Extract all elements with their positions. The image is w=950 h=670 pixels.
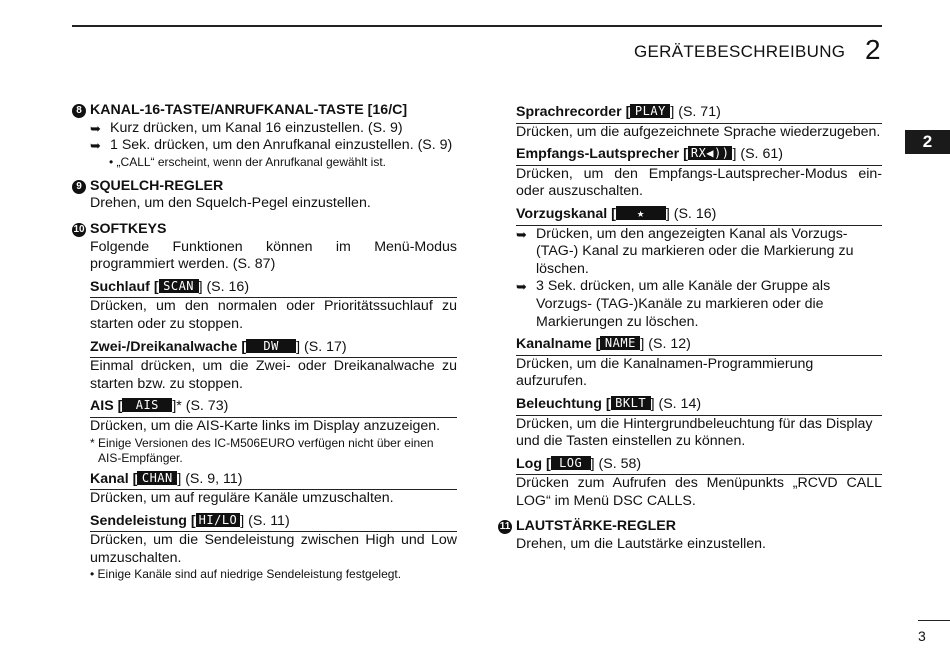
log-text: Drücken zum Aufrufen des Menüpunkts „RCVD CALL LOG“ im Menü DSC CALLS.: [516, 475, 882, 509]
suchlauf-text: Drücken, um den normalen oder Prioritätssuchlauf zu starten oder zu stoppen.: [90, 298, 457, 332]
section-number-11: 11: [499, 521, 511, 533]
section-10-title: 10 SOFTKEYS: [73, 220, 167, 237]
kanalname-heading: Kanalname [ NAME ] (S. 12): [516, 336, 882, 356]
chapter-side-tab: 2: [905, 130, 950, 154]
list-item: ➥ Drücken, um den angezeigten Kanal als Vorzugs- (TAG-) Kanal zu markieren oder die Markierung zu löschen.: [516, 225, 854, 277]
kanalname-text: Drücken, um die Kanalnamen-Programmierung aufzurufen.: [516, 355, 814, 390]
beleuchtung-text: Drücken, um die Hintergrundbeleuchtung für das Display und die Tasten einstellen zu können.: [516, 415, 873, 450]
dw-heading: Zwei-/Dreikanalwache [ DW ] (S. 17): [90, 339, 457, 359]
sendeleistung-text: Drücken, um die Sendeleistung zwischen High und Low umzuschalten.: [90, 532, 457, 566]
chan-key-icon: CHAN: [137, 471, 177, 485]
sendeleistung-heading: Sendeleistung [ HI/LO ] (S. 11): [90, 513, 457, 533]
ais-note: * Einige Versionen des IC-M506EURO verfügen nicht über einen AIS-Empfänger.: [90, 435, 434, 465]
empfangs-lautsprecher-text: Drücken, um den Empfangs-Lautsprecher-Modus ein- oder auszuschalten.: [516, 165, 882, 200]
ais-text: Drücken, um die AIS-Karte links im Display anzuzeigen.: [90, 417, 441, 434]
scan-key-icon: SCAN: [159, 279, 199, 293]
vorzugskanal-heading: Vorzugskanal [ ★ ] (S. 16): [516, 206, 882, 226]
dw-text: Einmal drücken, um die Zwei- oder Dreikanalwache zu starten bzw. zu stoppen.: [90, 358, 457, 392]
note: • „CALL“ erscheint, wenn der Anrufkanal gewählt ist.: [109, 154, 387, 169]
star-key-icon: ★: [616, 206, 666, 220]
sendeleistung-note: • Einige Kanäle sind auf niedrige Sendeleistung festgelegt.: [90, 567, 402, 582]
arrow-icon: ➥: [516, 226, 527, 242]
section-number-9: 9: [72, 180, 86, 194]
section-9-title: 9 SQUELCH-REGLER: [72, 178, 457, 196]
page-number: 3: [918, 628, 926, 644]
list-item: ➥ Kurz drücken, um Kanal 16 einzustellen. (S. 9): [90, 119, 403, 136]
section-11-title: 11 LAUTSTÄRKE-REGLER: [499, 518, 676, 535]
suchlauf-heading: Suchlauf [ SCAN ] (S. 16): [90, 279, 457, 299]
section-10-intro: Folgende Funktionen können im Menü-Modus programmiert werden. (S. 87): [90, 238, 457, 273]
footer-rule: [918, 620, 950, 621]
section-number-8: 8: [72, 104, 86, 118]
log-key-icon: LOG: [551, 456, 591, 470]
section-number-10: 10: [73, 223, 85, 235]
section-11-text: Drehen, um die Lautstärke einzustellen.: [516, 536, 766, 553]
dw-key-icon: DW: [246, 339, 296, 353]
kanal-heading: Kanal [ CHAN ] (S. 9, 11): [90, 471, 457, 491]
chapter-number: 2: [865, 34, 881, 65]
section-9-text: Drehen, um den Squelch-Pegel einzustellen.: [90, 195, 371, 212]
header-rule: [72, 25, 882, 27]
right-column: [498, 104, 882, 554]
sprachrecorder-heading: Sprachrecorder [ PLAY ] (S. 71): [516, 104, 882, 124]
log-heading: Log [ LOG ] (S. 58): [516, 456, 882, 476]
header-title: GERÄTEBESCHREIBUNG: [634, 42, 846, 61]
arrow-icon: ➥: [516, 279, 527, 295]
name-key-icon: NAME: [600, 336, 640, 350]
left-column: [72, 102, 457, 582]
hilo-key-icon: HI/LO: [196, 513, 241, 527]
arrow-icon: ➥: [90, 138, 101, 154]
ais-key-icon: AIS: [122, 398, 172, 412]
sprachrecorder-text: Drücken, um die aufgezeichnete Sprache wiederzugeben.: [516, 123, 881, 140]
list-item: ➥ 1 Sek. drücken, um den Anrufkanal einzustellen. (S. 9): [90, 137, 453, 154]
play-key-icon: PLAY: [630, 104, 670, 118]
rx-speaker-key-icon: RX◀)): [688, 146, 733, 160]
beleuchtung-heading: Beleuchtung [ BKLT ] (S. 14): [516, 396, 882, 416]
kanal-text: Drücken, um auf reguläre Kanäle umzuschalten.: [90, 490, 394, 507]
empfangs-lautsprecher-heading: Empfangs-Lautsprecher [ RX◀)) ] (S. 61): [516, 146, 882, 166]
ais-heading: AIS [ AIS ]* (S. 73): [90, 398, 457, 418]
bklt-key-icon: BKLT: [611, 396, 651, 410]
arrow-icon: ➥: [90, 120, 101, 136]
list-item: ➥ 3 Sek. drücken, um alle Kanäle der Gruppe als Vorzugs- (TAG-)Kanäle zu markieren oder die Markierungen zu löschen.: [516, 278, 831, 330]
section-8-title: 8 KANAL-16-TASTE/ANRUFKANAL-TASTE [16/C]: [72, 102, 457, 120]
